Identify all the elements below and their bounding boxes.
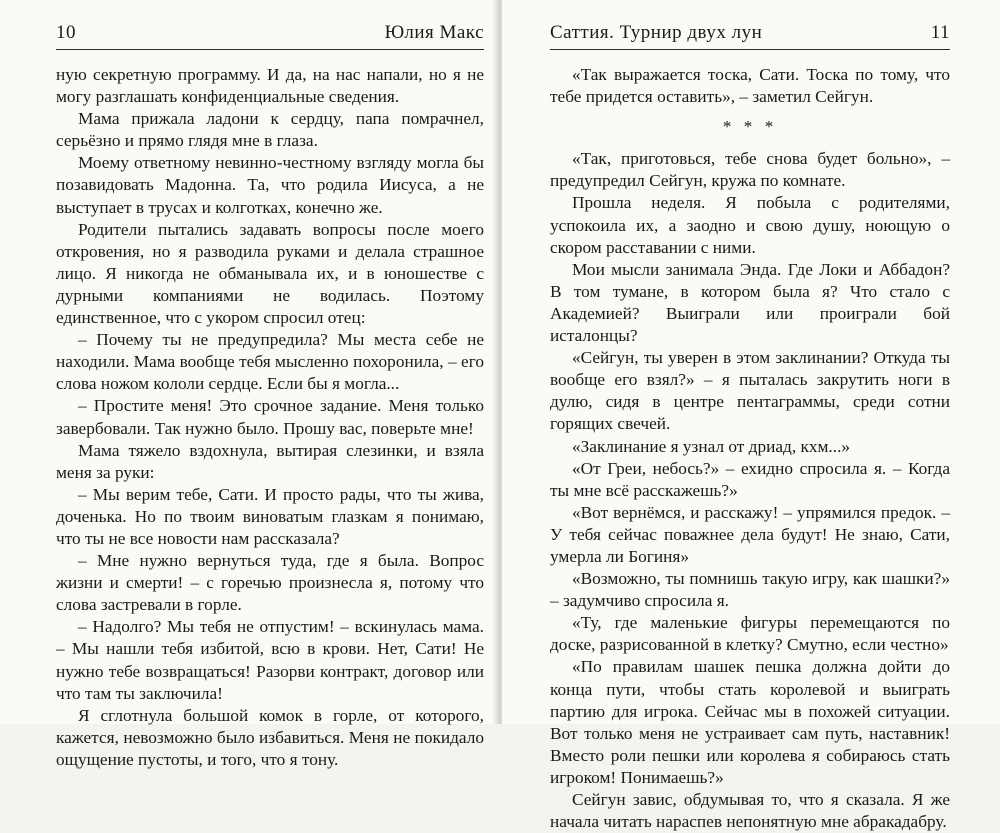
running-head: Юлия Макс [384, 22, 484, 43]
paragraph: – Мы верим тебе, Сати. И просто рады, что ты жива, доченька. Но по твоим виноватым глазкам я понимаю, что ты не все новости нам рассказала? [56, 484, 484, 548]
paragraph: «Так, приготовься, тебе снова будет больно», – предупредил Сейгун, кружа по комнате. [550, 149, 950, 191]
paragraph: – Простите меня! Это срочное задание. Меня только завербовали. Так нужно было. Прошу вас, поверьте мне! [56, 396, 484, 438]
paragraph: Родители пытались задавать вопросы после моего откровения, но я разводила руками и делала страшное лицо. Я никогда не обманывала их, и в юношестве с дурными компаниями не водилась. Поэтому единственное, что с укором спросил отец: [56, 219, 484, 328]
paragraph: – Мне нужно вернуться туда, где я была. Вопрос жизни и смерти! – с горечью произнесла я, потому что слова застревали в горле. [56, 551, 484, 615]
paragraph: Мама прижала ладони к сердцу, папа помрачнел, серьёзно и прямо глядя мне в глаза. [56, 109, 484, 151]
page-number: 11 [930, 22, 950, 43]
paragraph: «Возможно, ты помнишь такую игру, как шашки?» – задумчиво спросила я. [550, 569, 950, 611]
page-number: 10 [56, 22, 76, 43]
paragraph: Моему ответному невинно-честному взгляду могла бы позавидовать Мадонна. Та, что родила Иисуса, а не выступает в трусах и колготках, конечно же. [56, 153, 484, 217]
section-separator: * * * [722, 117, 778, 137]
paragraph: «Так выражается тоска, Сати. Тоска по тому, что тебе придется оставить», – заметил Сейгун. [550, 65, 950, 107]
paragraph: ную секретную программу. И да, на нас напали, но я не могу разглашать конфиденциальные сведения. [56, 65, 484, 107]
paragraph: Я сглотнула большой комок в горле, от которого, кажется, невозможно было избавиться. Меня не покидало ощущение пустоты, и того, что я тону. [56, 705, 484, 769]
paragraph: «Вот вернёмся, и расскажу! – упрямился предок. – У тебя сейчас поважнее дела будут! Не знаю, Сати, умерла ли Богиня» [550, 502, 950, 566]
paragraph: «От Греи, небось?» – ехидно спросила я. – Когда ты мне всё расскажешь?» [550, 458, 950, 500]
paragraph: Мои мысли занимала Энда. Где Локи и Аббадон? В том тумане, в котором была я? Что стало с Академией? Выиграли или проиграли бой исталонцы? [550, 259, 950, 346]
paragraph: – Надолго? Мы тебя не отпустим! – вскинулась мама. – Мы нашли тебя избитой, всю в крови. Нет, Сати! Не нужно тебе возвращаться! Разорви контракт, договор или что там ты заключила! [56, 617, 484, 703]
paragraph: Мама тяжело вздохнула, вытирая слезинки, и взяла меня за руки: [56, 440, 484, 482]
left-page-header [56, 22, 484, 50]
paragraph: «По правилам шашек пешка должна дойти до конца пути, чтобы стать королевой и выиграть партию для игрока. Сейчас мы в похожей ситуации. Вот только меня не устраивает сам путь, наставник! Вместо роли пешки или королева я собираюсь стать игроком! Понимаешь?» [550, 657, 950, 787]
running-head: Саттия. Турнир двух лун [550, 22, 763, 43]
paragraph: «Заклинание я узнал от дриад, кхм...» [572, 436, 851, 456]
paragraph: «Ту, где маленькие фигуры перемещаются по доске, разрисованной в клетку? Смутно, если честно» [550, 613, 950, 655]
paragraph: «Сейгун, ты уверен в этом заклинании? Откуда ты вообще его взял?» – я пыталась закрутить ноги в дулю, сидя в центре пентаграммы, среди сотни горящих свечей. [550, 348, 950, 434]
right-page [502, 0, 1000, 832]
paragraph: Сейгун завис, обдумывая то, что я сказала. Я же начала читать нараспев непонятную мне абракадабру. [550, 790, 950, 832]
right-page-header [550, 22, 950, 50]
left-page [0, 0, 498, 769]
paragraph: Прошла неделя. Я побыла с родителями, успокоила их, а заодно и свою душу, ноющую о скором расставании с ними. [550, 193, 950, 257]
left-page-text [56, 64, 484, 771]
right-page-text [550, 64, 950, 833]
paragraph: – Почему ты не предупредила? Мы места себе не находили. Мама вообще тебя мысленно похоронила, – его слова ножом кололи сердце. Если бы я могла... [56, 330, 484, 394]
